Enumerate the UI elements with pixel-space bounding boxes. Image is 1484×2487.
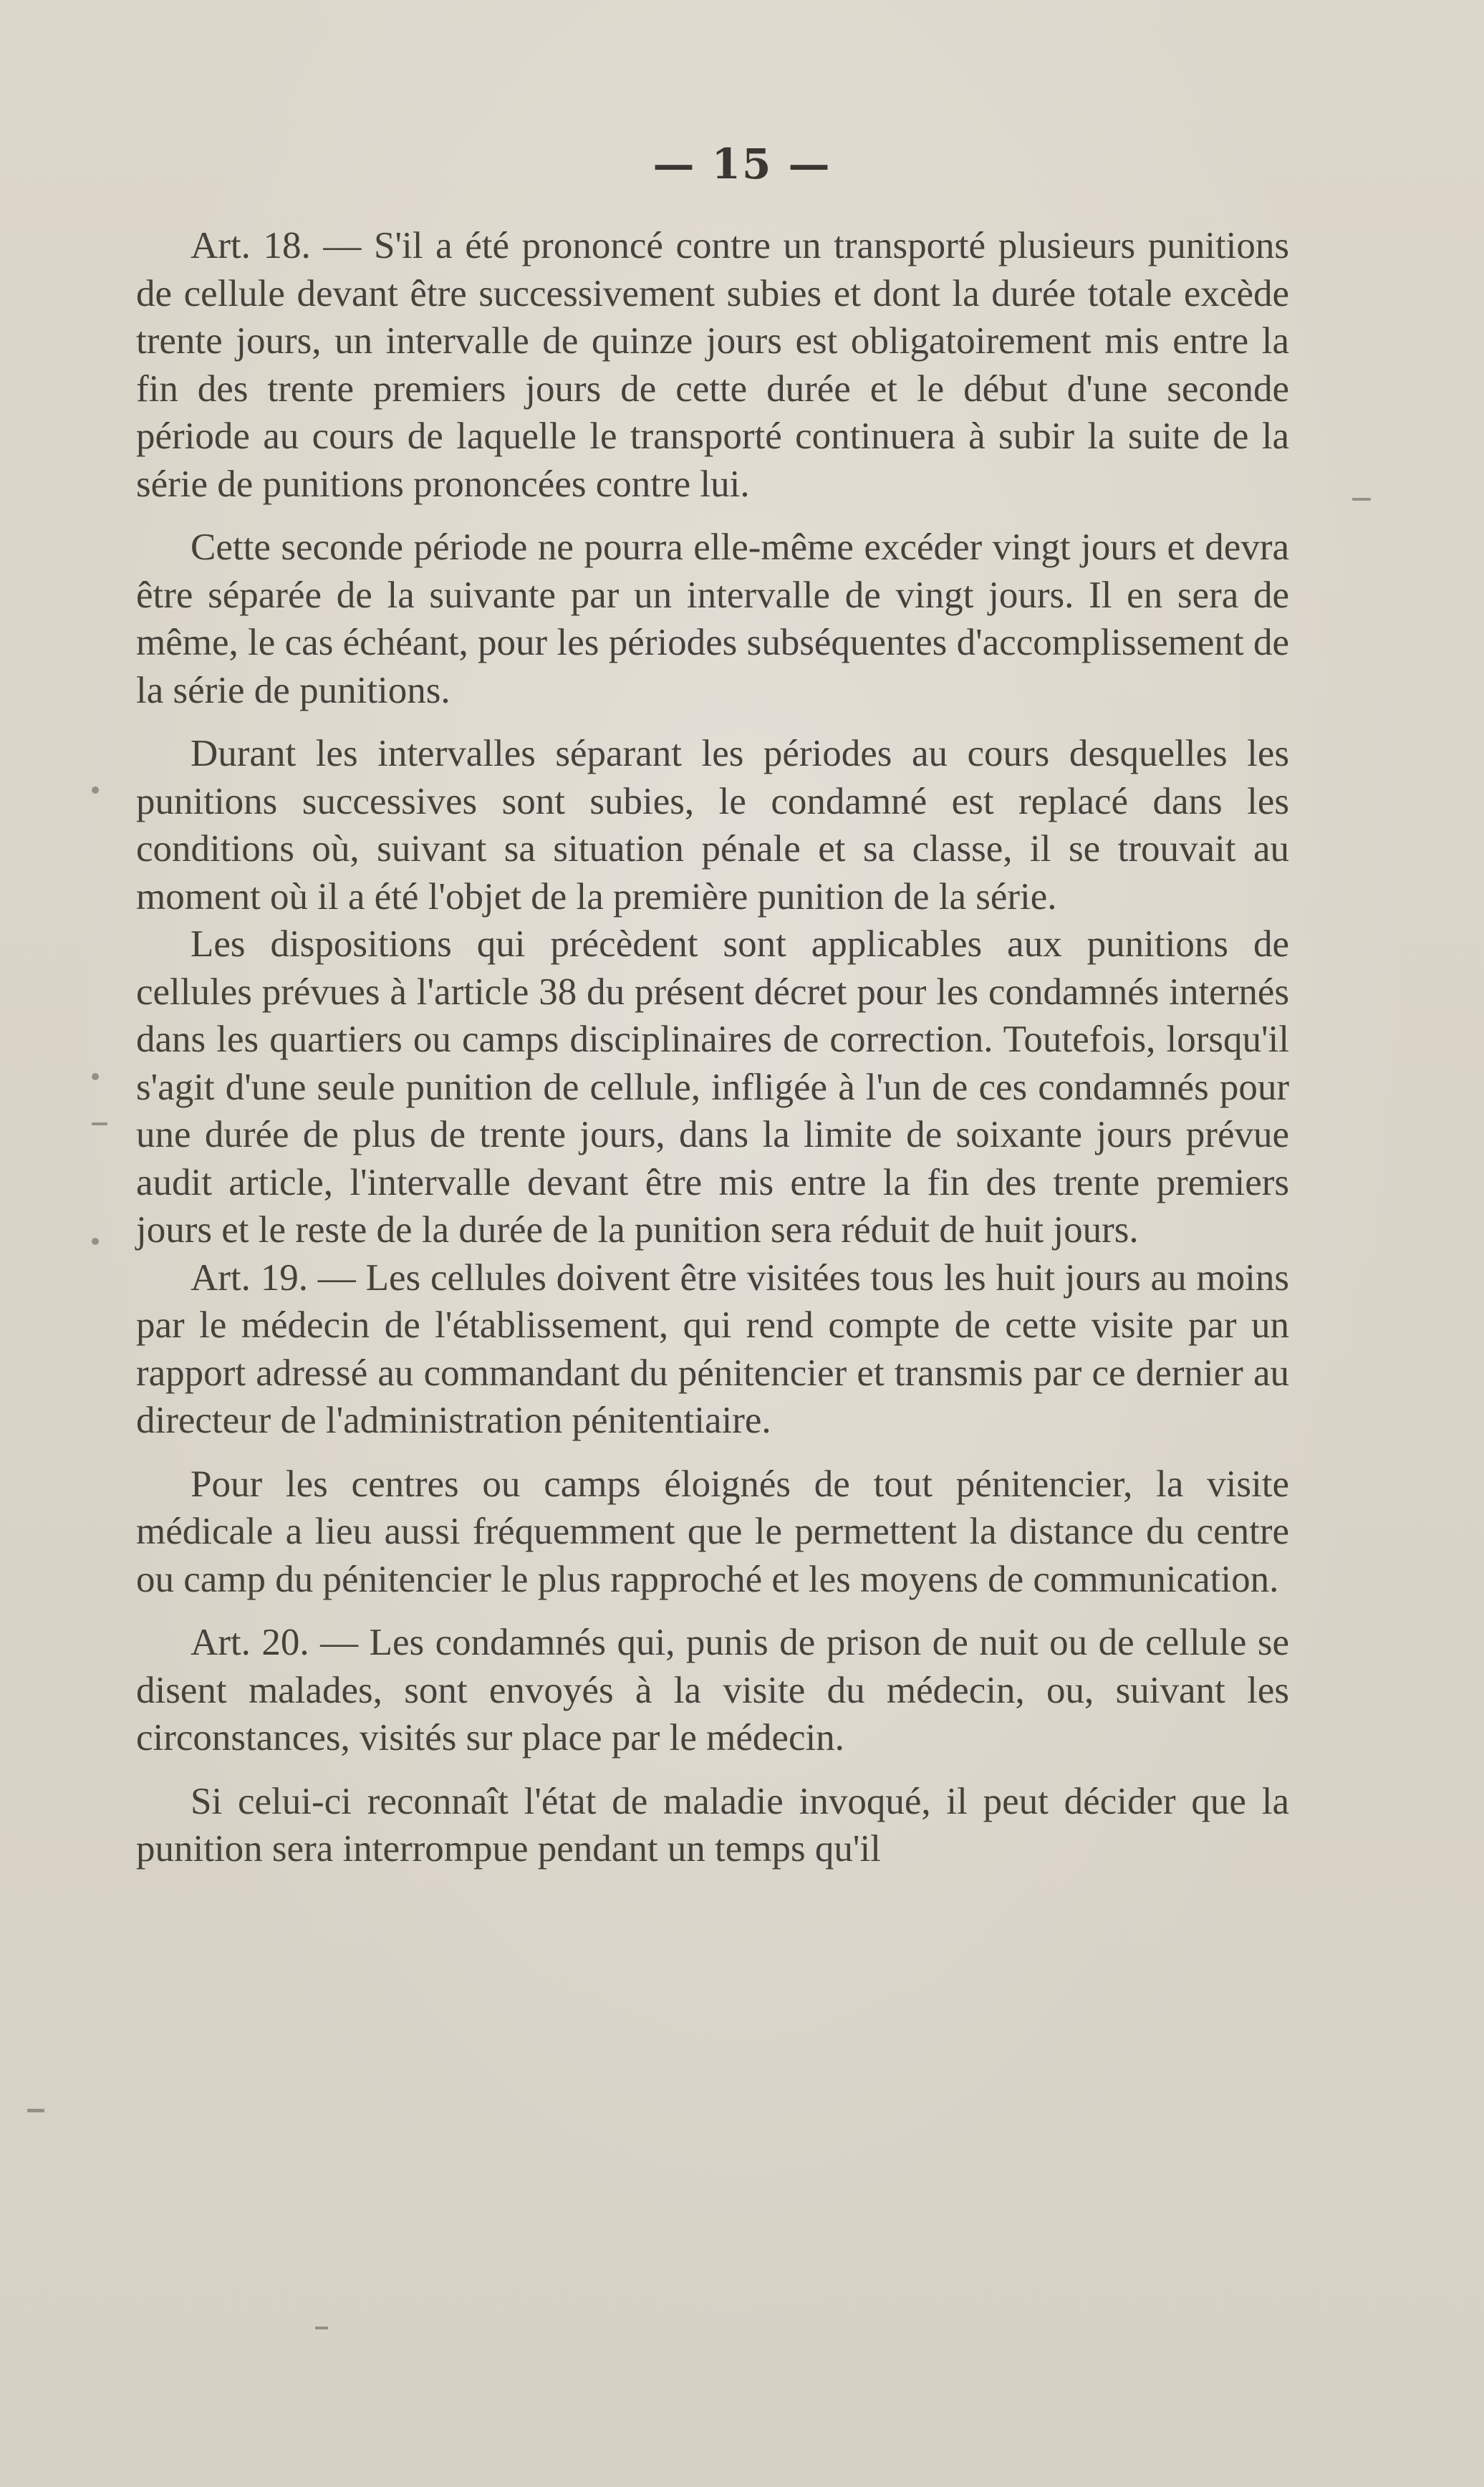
paragraph-illness: Si celui-ci reconnaît l'état de maladie invoqué, il peut décider que la punition sera interrompue pendant un temps qu'il	[136, 1780, 1289, 1870]
article-text	[136, 222, 1289, 1873]
margin-mark	[92, 1238, 99, 1245]
margin-mark	[1352, 498, 1371, 501]
paragraph-dispositions: Les dispositions qui précèdent sont applicables aux punitions de cellules prévues à l'article 38 du présent décret pour les condamnés internés dans les quartiers ou camps disciplinaires de correction. Toutefois, lorsqu'il s'agit d'une seule punition de cellule, infligée à l'un de ces condamnés pour une durée de plus de trente jours, dans la limite de soixante jours prévue audit article, l'intervalle devant être mis entre la fin des trente premiers jours et le reste de la durée de la punition sera réduit de huit jours.	[136, 923, 1289, 1251]
margin-mark	[92, 1073, 99, 1080]
margin-mark	[315, 2327, 328, 2329]
page-number: — 15 —	[652, 140, 832, 188]
margin-mark	[92, 786, 99, 794]
paragraph-remote-centres: Pour les centres ou camps éloignés de tout pénitencier, la visite médicale a lieu aussi fréquemment que le permettent la distance du centre ou camp du pénitencier le plus rapproché et les moyens de communication.	[136, 1463, 1289, 1600]
paragraph-art20: Art. 20. — Les condamnés qui, punis de prison de nuit ou de cellule se disent malades, sont envoyés à la visite du médecin, ou, suivant les circonstances, visités sur place par le médecin.	[136, 1622, 1289, 1759]
paragraph-art18: Art. 18. — S'il a été prononcé contre un transporté plusieurs punitions de cellule devant être successivement subies et dont la durée totale excède trente jours, un intervalle de quinze jours est obligatoirement mis entre la fin des trente premiers jours de cette durée et le début d'une seconde période au cours de laquelle le transporté continuera à subir la suite de la série de punitions prononcées contre lui.	[136, 225, 1289, 505]
paragraph-art19: Art. 19. — Les cellules doivent être visitées tous les huit jours au moins par le médecin de l'établissement, qui rend compte de cette visite par un rapport adressé au commandant du pénitencier et transmis par ce dernier au directeur de l'administration pénitentiaire.	[136, 1256, 1289, 1441]
paragraph-intervals: Durant les intervalles séparant les périodes au cours desquelles les punitions successives sont subies, le condamné est replacé dans les conditions où, suivant sa situation pénale et sa classe, il se trouvait au moment où il a été l'objet de la première punition de la série.	[136, 733, 1289, 918]
margin-mark	[27, 2109, 44, 2112]
paragraph-second-period: Cette seconde période ne pourra elle-même excéder vingt jours et devra être séparée de la suivante par un intervalle de vingt jours. Il en sera de même, le cas échéant, pour les périodes subséquentes d'accomplissement de la série de punitions.	[136, 526, 1289, 711]
margin-mark	[92, 1122, 107, 1125]
